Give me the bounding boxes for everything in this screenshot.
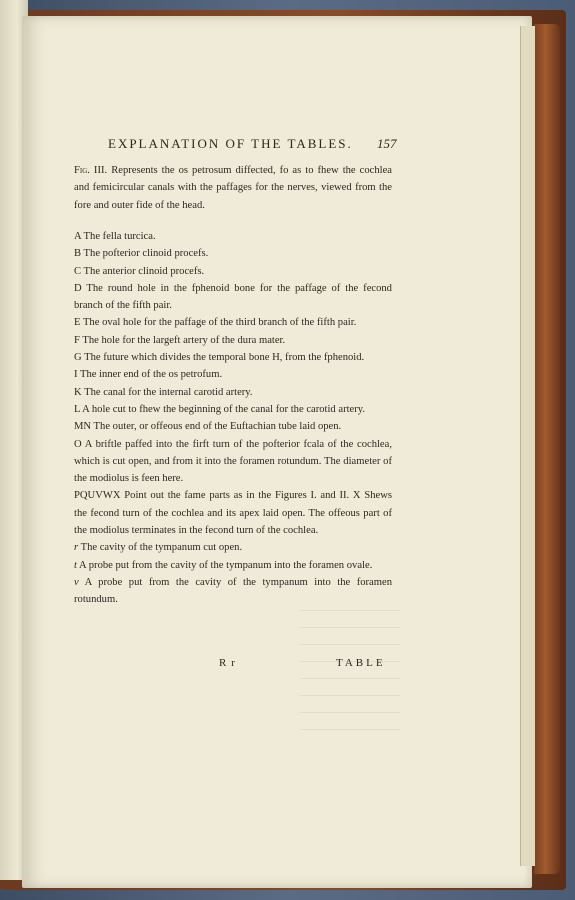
legend-item <box>74 228 392 245</box>
legend-item <box>74 539 392 556</box>
book-board-edge <box>534 24 560 874</box>
page-number: 157 <box>377 136 397 151</box>
legend-key: B <box>74 248 82 260</box>
legend-text: A hole cut to fhew the beginning of the canal for the carotid artery. <box>82 403 366 415</box>
legend-key: D <box>74 282 82 294</box>
legend-key: F <box>74 334 80 346</box>
legend-key: I <box>74 369 78 381</box>
figure-label: Fig. III. <box>74 165 108 176</box>
legend-key: O <box>74 438 82 450</box>
legend-text: The outer, or offeous end of the Euftachian tube laid open. <box>93 421 342 433</box>
legend-text: The future which divides the temporal bone H, from the fphenoid. <box>84 352 365 364</box>
legend-key: v <box>74 576 79 588</box>
legend-key: L <box>74 403 81 415</box>
legend-item <box>74 349 392 366</box>
legend-text: The canal for the internal carotid artery. <box>84 386 253 398</box>
signature-mark: R r <box>219 657 236 669</box>
figure-intro <box>74 162 392 214</box>
legend-item <box>74 487 392 539</box>
legend-item <box>74 280 392 315</box>
legend-item <box>74 436 392 488</box>
figure-legend <box>74 228 392 609</box>
legend-item <box>74 384 392 401</box>
legend-text: The fella turcica. <box>83 231 156 242</box>
running-head: EXPLANATION OF THE TABLES. <box>108 136 353 151</box>
legend-item <box>74 245 392 262</box>
figure-intro-text: Represents the os petrosum diffected, fo as to fhew the cochlea and femicircular canals with the paffages for the nerves, viewed from the fore and outer fide of the head. <box>74 165 392 211</box>
legend-text: The inner end of the os petrofum. <box>80 369 223 381</box>
legend-key: t <box>74 559 77 571</box>
legend-text: A probe put from the cavity of the tympanum into the foramen ovale. <box>79 559 373 571</box>
legend-item <box>74 366 392 383</box>
legend-item <box>74 314 392 331</box>
legend-item <box>74 401 392 418</box>
legend-key: K <box>74 386 82 398</box>
legend-key: G <box>74 352 82 364</box>
ink-show-through <box>300 610 400 730</box>
legend-text: A briftle paffed into the firft turn of the pofterior fcala of the cochlea, which is cut open, and from it into the foramen rotundum. The diameter of the modiolus is feen here. <box>74 438 392 485</box>
legend-key: A <box>74 231 82 242</box>
legend-key: PQUVWX <box>74 490 121 502</box>
legend-text: The oval hole for the paffage of the third branch of the fifth pair. <box>82 317 357 329</box>
legend-text: The cavity of the tympanum cut open. <box>80 542 243 554</box>
legend-key: E <box>74 317 81 329</box>
legend-item <box>74 418 392 435</box>
legend-item <box>74 263 392 280</box>
legend-item <box>74 574 392 609</box>
legend-item <box>74 557 392 574</box>
catchword: TABLE <box>336 657 386 669</box>
legend-text: The pofterior clinoid procefs. <box>83 248 209 260</box>
legend-text: Point out the fame parts as in the Figures I. and II. X Shews the fecond turn of the cochlea and its apex laid open. The offeous part of the modiolus terminates in the fecond turn of the cochlea. <box>74 490 392 537</box>
legend-text: A probe put from the cavity of the tympanum into the foramen rotundum. <box>74 576 392 606</box>
legend-key: r <box>74 542 79 554</box>
page-edges <box>520 26 535 866</box>
legend-key: MN <box>74 421 92 433</box>
legend-text: The anterior clinoid procefs. <box>83 265 205 277</box>
legend-item <box>74 332 392 349</box>
legend-text: The round hole in the fphenoid bone for the paffage of the fecond branch of the fifth pair. <box>74 282 392 312</box>
legend-text: The hole for the largeft artery of the dura mater. <box>82 334 286 346</box>
legend-key: C <box>74 265 82 277</box>
